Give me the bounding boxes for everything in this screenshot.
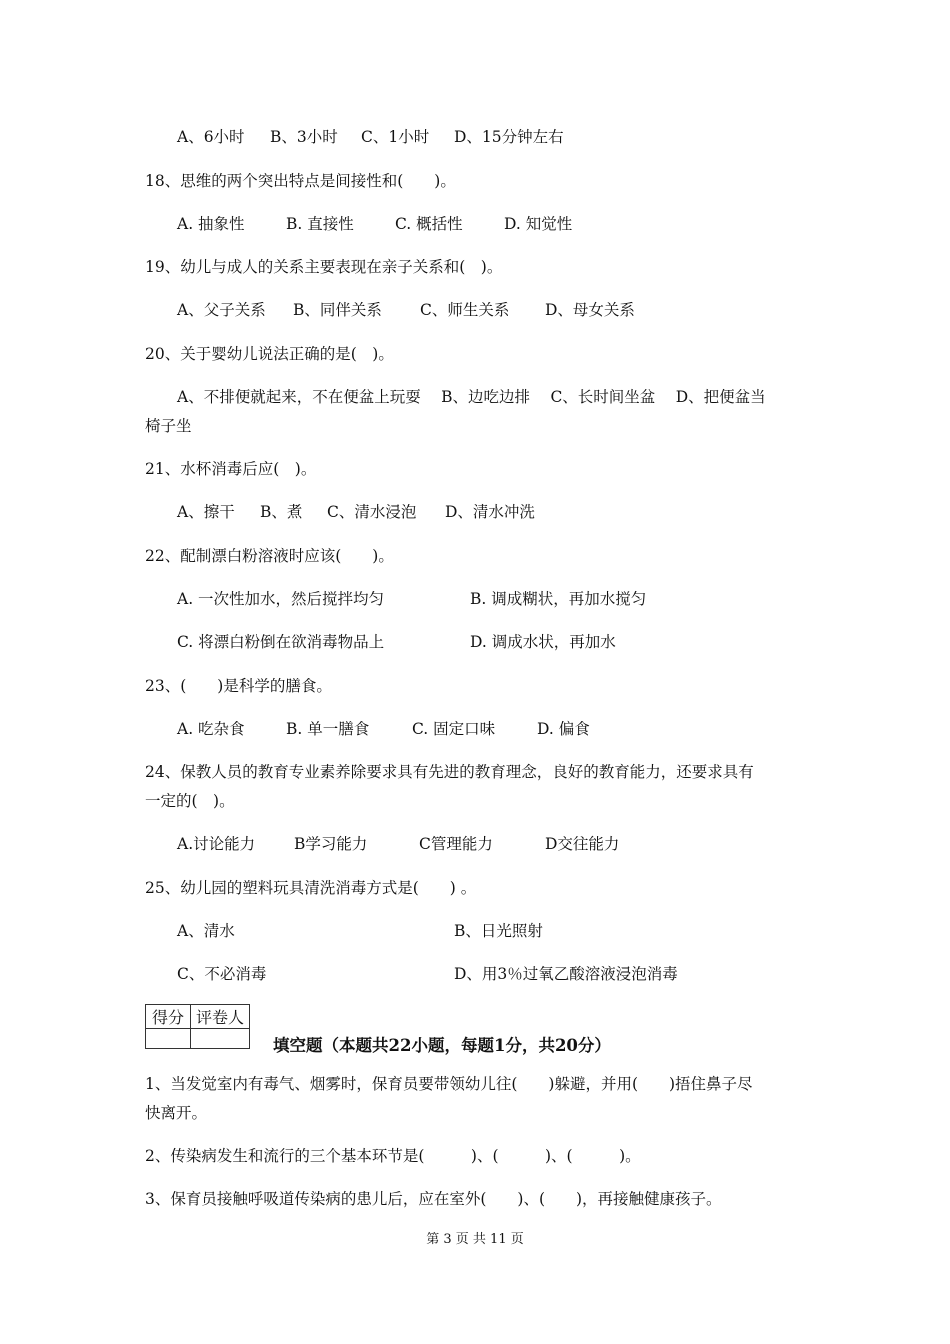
q24-stem-line2: 一定的( )。 <box>145 792 235 810</box>
q20-options-line1: A、不排便就起来，不在便盆上玩耍 B、边吃边排 C、长时间坐盆 D、把便盆当 <box>177 388 766 406</box>
section-title: 填空题（本题共22小题，每题1分，共20分） <box>273 1036 611 1055</box>
q23-option-b: B. 单一膳食 <box>286 720 370 738</box>
q23-stem: 23、( )是科学的膳食。 <box>145 677 332 695</box>
q18-stem: 18、思维的两个突出特点是间接性和( )。 <box>145 172 456 190</box>
q18-option-c: C. 概括性 <box>395 215 463 233</box>
q18-option-d: D. 知觉性 <box>504 215 573 233</box>
q25-option-b: B、日光照射 <box>454 922 543 940</box>
q20-options-line2: 椅子坐 <box>145 417 192 435</box>
q21-option-a: A、擦干 <box>177 503 235 521</box>
q24-option-a: A.讨论能力 <box>177 835 256 853</box>
q25-option-c: C、不必消毒 <box>177 965 267 983</box>
q20-stem: 20、关于婴幼儿说法正确的是( )。 <box>145 345 394 363</box>
q18-option-a: A. 抽象性 <box>177 215 245 233</box>
q19-option-c: C、师生关系 <box>420 301 510 319</box>
q19-option-d: D、母女关系 <box>545 301 635 319</box>
q23-option-a: A. 吃杂食 <box>177 720 245 738</box>
grader-cell <box>191 1029 250 1049</box>
q19-stem: 19、幼儿与成人的关系主要表现在亲子关系和( )。 <box>145 258 503 276</box>
q22-stem: 22、配制漂白粉溶液时应该( )。 <box>145 547 394 565</box>
q22-option-c: C. 将漂白粉倒在欲消毒物品上 <box>177 633 385 651</box>
q25-stem: 25、幼儿园的塑料玩具清洗消毒方式是( ) 。 <box>145 879 477 897</box>
fill-q2: 2、传染病发生和流行的三个基本环节是( )、( )、( )。 <box>145 1147 641 1165</box>
score-table <box>145 1004 250 1049</box>
q23-option-c: C. 固定口味 <box>412 720 496 738</box>
q24-option-b: B学习能力 <box>294 835 368 853</box>
q25-option-d: D、用3％过氧乙酸溶液浸泡消毒 <box>454 965 678 983</box>
q24-option-c: C管理能力 <box>419 835 493 853</box>
q22-option-b: B. 调成糊状，再加水搅匀 <box>470 590 647 608</box>
q24-option-d: D交往能力 <box>545 835 620 853</box>
score-label: 得分 <box>146 1005 191 1029</box>
q18-option-b: B. 直接性 <box>286 215 354 233</box>
q19-option-b: B、同伴关系 <box>293 301 382 319</box>
q25-option-a: A、清水 <box>177 922 235 940</box>
fill-q1-line1: 1、当发觉室内有毒气、烟雾时，保育员要带领幼儿往( )躲避，并用( )捂住鼻子尽 <box>145 1075 753 1093</box>
q17-option-c: C、1小时 <box>361 128 430 146</box>
q17-option-b: B、3小时 <box>270 128 338 146</box>
q21-option-c: C、清水浸泡 <box>327 503 417 521</box>
q21-option-d: D、清水冲洗 <box>445 503 535 521</box>
q17-option-a: A、6小时 <box>177 128 245 146</box>
q23-option-d: D. 偏食 <box>537 720 590 738</box>
q22-option-a: A. 一次性加水，然后搅拌均匀 <box>177 590 385 608</box>
page-footer: 第 3 页 共 11 页 <box>426 1232 524 1247</box>
score-cell <box>146 1029 191 1049</box>
q17-option-d: D、15分钟左右 <box>454 128 564 146</box>
fill-q1-line2: 快离开。 <box>145 1104 208 1122</box>
q21-stem: 21、水杯消毒后应( )。 <box>145 460 317 478</box>
q24-stem-line1: 24、保教人员的教育专业素养除要求具有先进的教育理念，良好的教育能力，还要求具有 <box>145 763 754 781</box>
q21-option-b: B、煮 <box>260 503 303 521</box>
q22-option-d: D. 调成水状，再加水 <box>470 633 616 651</box>
q19-option-a: A、父子关系 <box>177 301 266 319</box>
grader-label: 评卷人 <box>191 1005 250 1029</box>
fill-q3: 3、保育员接触呼吸道传染病的患儿后，应在室外( )、( )，再接触健康孩子。 <box>145 1190 722 1208</box>
